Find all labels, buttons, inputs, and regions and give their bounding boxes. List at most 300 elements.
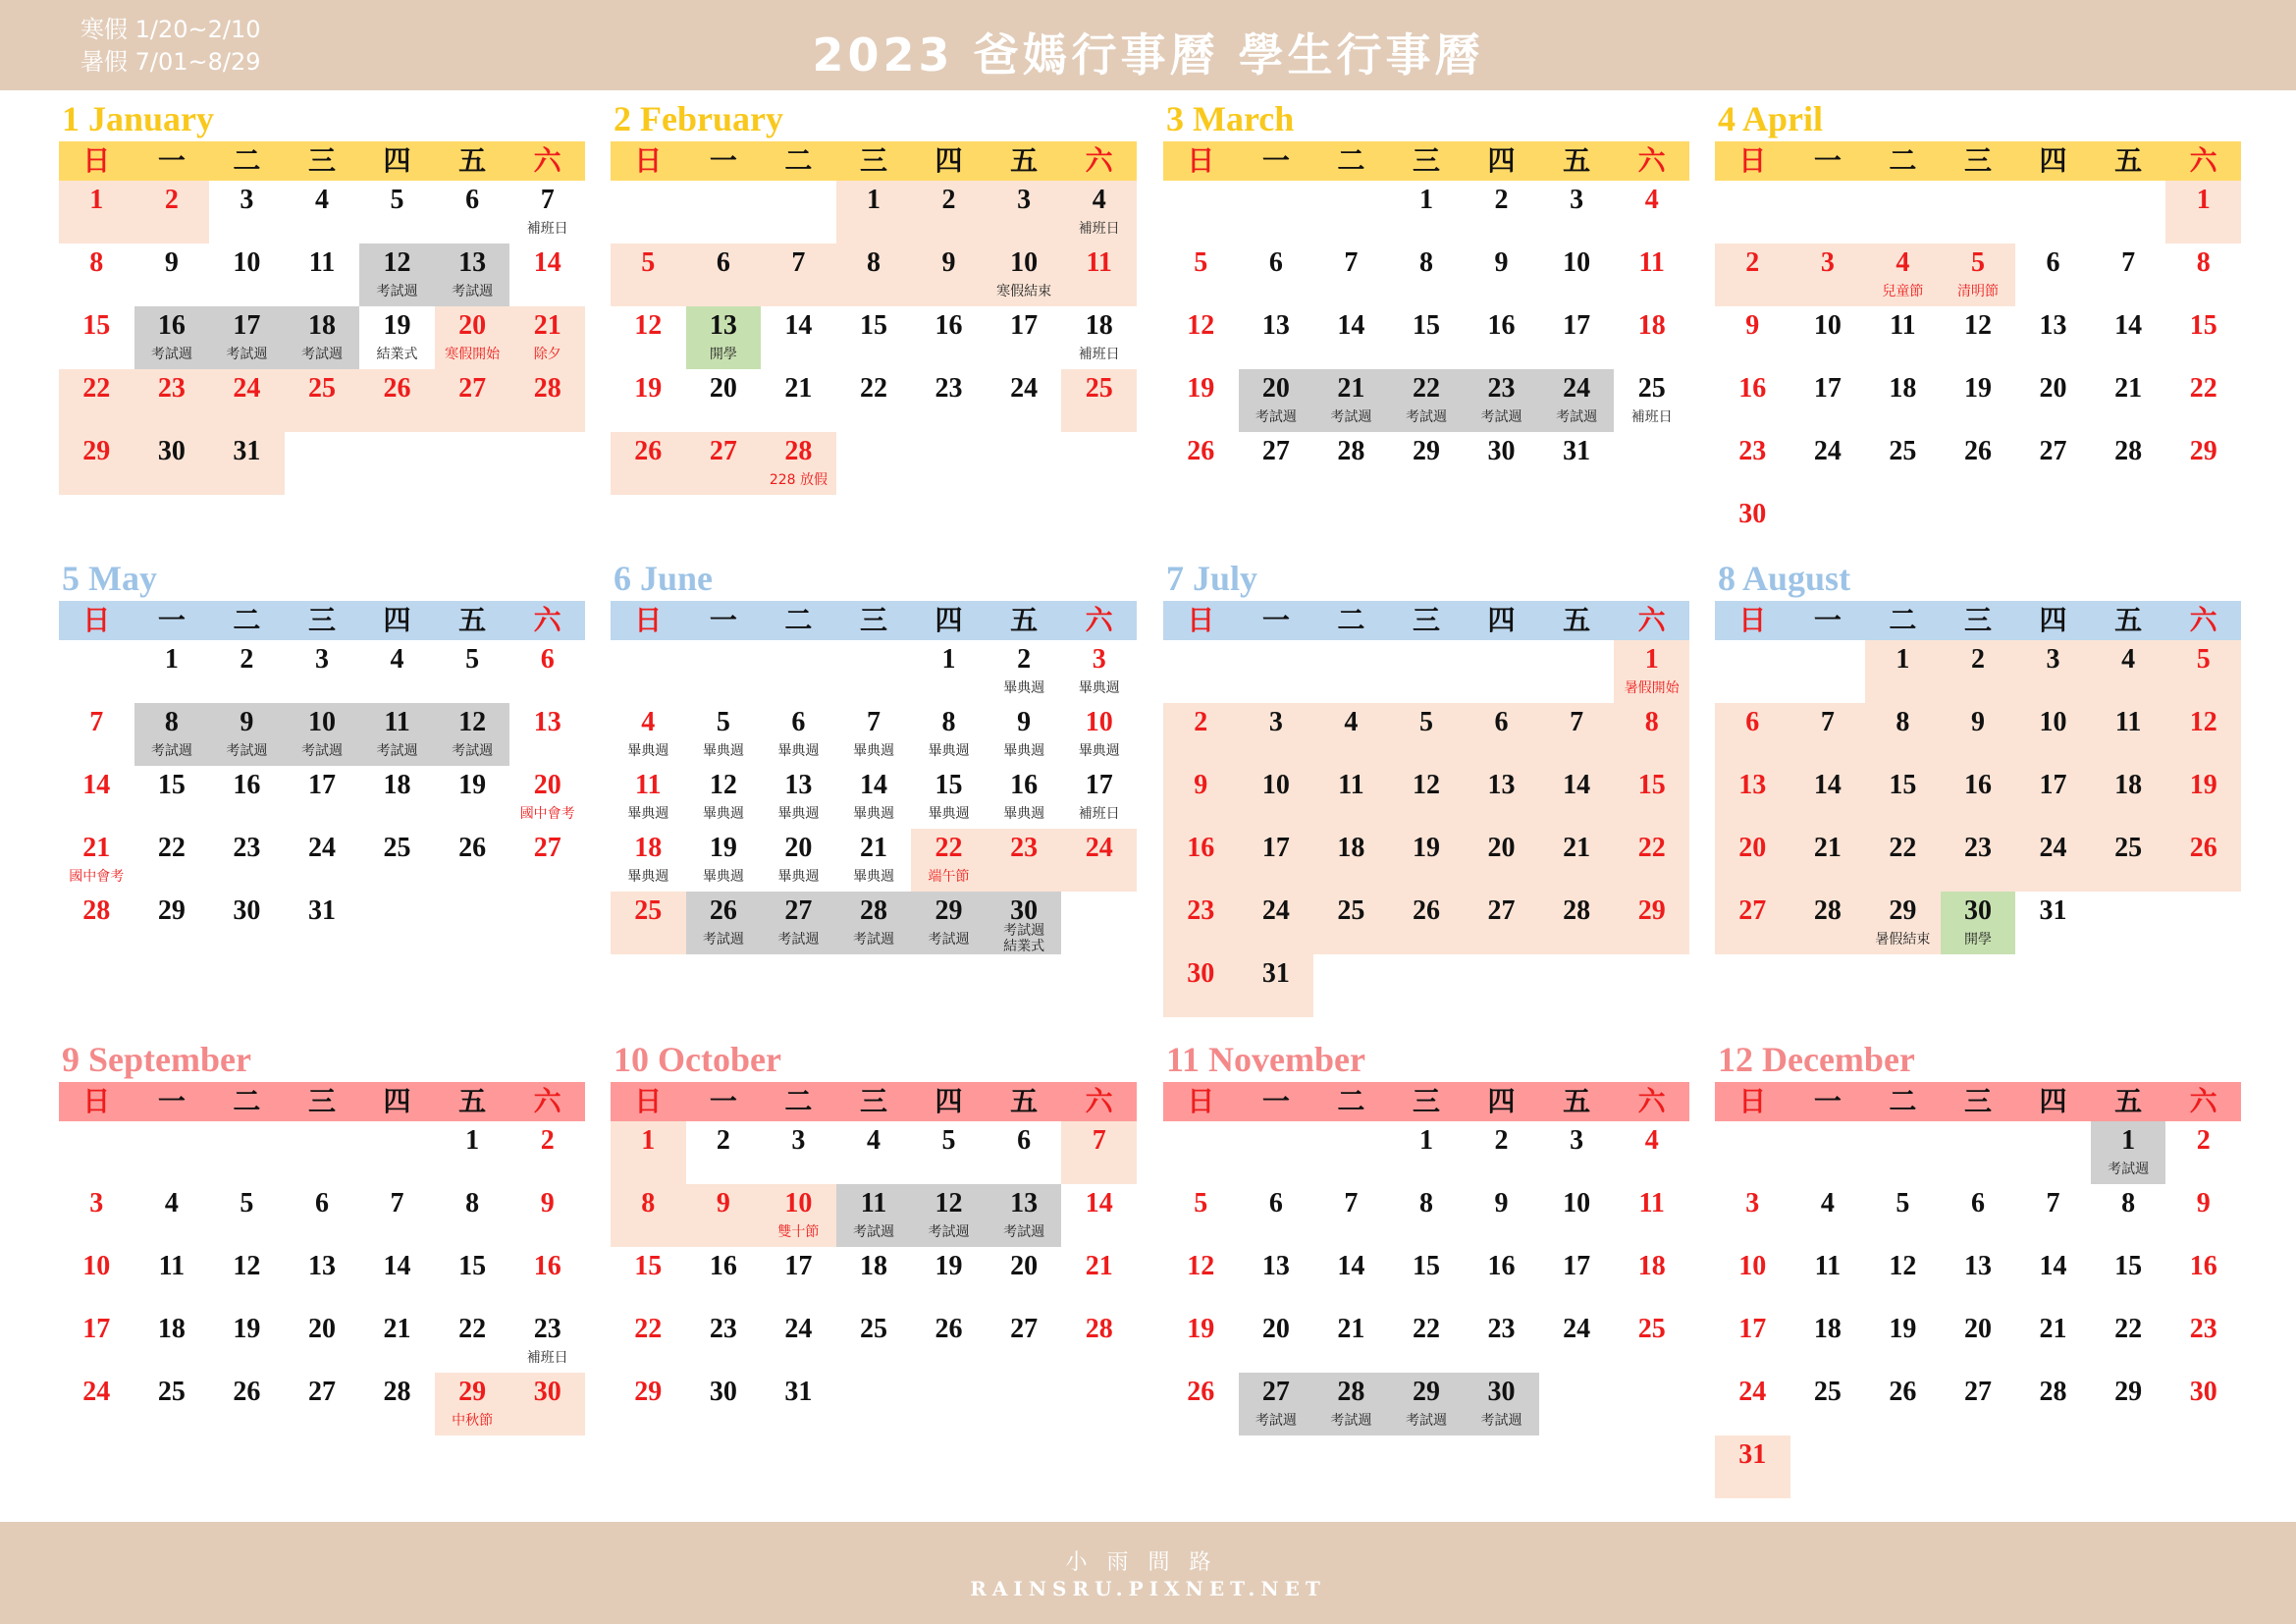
day-number: 13	[1261, 1251, 1290, 1281]
day-cell	[435, 703, 510, 766]
day-cell	[359, 369, 435, 432]
day-number: 7	[540, 185, 555, 215]
day-number: 21	[1337, 373, 1365, 404]
day-number: 11	[635, 770, 662, 800]
day-number: 16	[1010, 770, 1039, 800]
day-number: 18	[1637, 1251, 1666, 1281]
day-cell	[761, 829, 836, 892]
day-cell	[1614, 766, 1689, 829]
day-number: 21	[1085, 1251, 1113, 1281]
day-number: 22	[82, 373, 111, 404]
day-number: 10	[2039, 707, 2067, 737]
day-cell	[2165, 306, 2241, 369]
day-number: 2	[1194, 707, 1208, 737]
day-number: 22	[934, 833, 963, 863]
day-number: 2	[941, 185, 956, 215]
day-cell	[1464, 703, 1539, 766]
day-cell	[59, 766, 134, 829]
day-number: 20	[1487, 833, 1516, 863]
day-number: 17	[82, 1314, 111, 1344]
day-cell	[2165, 703, 2241, 766]
weekday-label: 六	[1637, 144, 1666, 177]
day-number: 3	[1268, 707, 1283, 737]
day-number: 2	[1494, 1125, 1509, 1156]
day-cell	[1061, 1121, 1137, 1184]
day-number: 1	[866, 185, 881, 215]
day-number: 26	[1889, 1377, 1917, 1407]
day-number: 10	[1813, 310, 1842, 341]
day-number: 8	[89, 247, 104, 278]
weekday-header	[611, 141, 1137, 181]
day-cell	[836, 1247, 912, 1310]
day-cell	[134, 181, 210, 244]
day-cell	[285, 1310, 360, 1373]
day-cell	[2015, 766, 2091, 829]
day-number: 27	[1738, 895, 1767, 926]
day-cell	[1941, 892, 2016, 954]
day-number: 28	[383, 1377, 411, 1407]
day-number: 4	[2121, 644, 2136, 675]
day-number: 26	[1412, 895, 1440, 926]
day-cell	[686, 1247, 762, 1310]
day-number: 23	[2189, 1314, 2217, 1344]
day-number: 21	[784, 373, 813, 404]
day-number: 10	[1261, 770, 1290, 800]
day-cell	[1061, 1184, 1137, 1247]
day-number: 15	[458, 1251, 487, 1281]
day-cell	[2015, 1373, 2091, 1435]
day-cell	[1313, 703, 1389, 766]
day-number: 6	[716, 247, 730, 278]
day-number: 28	[2114, 436, 2143, 466]
day-cell	[1790, 369, 1866, 432]
day-number: 20	[709, 373, 737, 404]
day-cell	[1790, 892, 1866, 954]
weekday-label: 四	[383, 144, 411, 177]
day-cell	[1464, 1310, 1539, 1373]
day-number: 9	[1017, 707, 1032, 737]
day-cell	[435, 766, 510, 829]
weekday-label: 六	[1085, 1085, 1113, 1117]
day-number: 24	[1085, 833, 1113, 863]
day-cell	[209, 1247, 285, 1310]
day-cell	[836, 1121, 912, 1184]
day-cell	[2015, 1310, 2091, 1373]
day-number: 26	[233, 1377, 261, 1407]
weekday-label: 日	[634, 604, 663, 636]
day-number: 30	[1487, 1377, 1516, 1407]
day-number: 2	[1970, 644, 1985, 675]
day-number: 15	[634, 1251, 663, 1281]
day-number: 21	[1337, 1314, 1365, 1344]
page-title: 2023 爸媽行事曆 學生行事曆	[812, 28, 1484, 81]
day-number: 13	[1261, 310, 1290, 341]
day-cell	[761, 432, 836, 495]
day-number: 27	[709, 436, 737, 466]
day-cell	[836, 369, 912, 432]
day-cell	[1061, 1247, 1137, 1310]
day-note: 考試週	[1255, 409, 1297, 425]
day-number: 4	[390, 644, 404, 675]
day-number: 26	[1187, 436, 1215, 466]
day-cell	[836, 766, 912, 829]
day-number: 24	[2039, 833, 2067, 863]
day-number: 15	[859, 310, 887, 341]
day-cell	[1061, 640, 1137, 703]
day-cell	[1313, 1373, 1389, 1435]
weekday-label: 二	[784, 144, 813, 177]
day-cell	[1163, 703, 1239, 766]
day-number: 22	[157, 833, 186, 863]
day-number: 9	[1745, 310, 1760, 341]
day-cell	[509, 1310, 585, 1373]
day-cell	[209, 244, 285, 306]
day-number: 29	[2114, 1377, 2143, 1407]
day-number: 17	[233, 310, 261, 341]
day-number: 1	[89, 185, 104, 215]
weekday-label: 四	[1487, 604, 1516, 636]
day-number: 31	[233, 436, 261, 466]
day-cell	[2091, 703, 2166, 766]
day-number: 19	[634, 373, 663, 404]
day-cell	[1790, 244, 1866, 306]
day-note: 考試週	[1255, 1413, 1297, 1429]
day-number: 18	[1889, 373, 1917, 404]
day-note: 畢典週	[777, 869, 820, 885]
day-cell	[1715, 495, 1790, 558]
day-number: 30	[533, 1377, 561, 1407]
day-cell	[1941, 432, 2016, 495]
weekday-label: 四	[383, 1085, 411, 1117]
day-cell	[2091, 1373, 2166, 1435]
month-title: 6 June	[614, 559, 714, 598]
day-number: 18	[307, 310, 336, 341]
day-number: 10	[1563, 247, 1591, 278]
weekday-label: 五	[458, 144, 487, 177]
day-cell	[836, 1184, 912, 1247]
day-number: 26	[383, 373, 411, 404]
day-cell	[509, 766, 585, 829]
day-number: 28	[1337, 1377, 1365, 1407]
day-number: 26	[634, 436, 663, 466]
weekday-label: 六	[533, 144, 561, 177]
month-title: 5 May	[62, 559, 157, 598]
day-number: 10	[82, 1251, 111, 1281]
day-cell	[1614, 703, 1689, 766]
day-cell	[59, 829, 134, 892]
day-cell	[1614, 1310, 1689, 1373]
day-cell	[134, 829, 210, 892]
day-note: 考試週	[300, 743, 343, 759]
day-number: 23	[934, 373, 963, 404]
month-title: 9 September	[62, 1040, 251, 1079]
day-number: 4	[641, 707, 656, 737]
day-number: 5	[1418, 707, 1433, 737]
day-cell	[987, 181, 1062, 244]
day-cell	[911, 829, 987, 892]
day-cell	[1389, 703, 1465, 766]
day-number: 24	[233, 373, 261, 404]
day-cell	[686, 1121, 762, 1184]
day-number: 16	[157, 310, 186, 341]
day-cell	[1061, 703, 1137, 766]
day-number: 11	[1638, 1188, 1665, 1218]
day-cell	[209, 1373, 285, 1435]
weekday-label: 三	[307, 144, 336, 177]
day-number: 3	[1017, 185, 1032, 215]
day-note: 畢典週	[852, 743, 894, 759]
day-cell	[911, 766, 987, 829]
day-cell	[611, 892, 686, 954]
day-number: 8	[941, 707, 956, 737]
day-number: 19	[709, 833, 737, 863]
day-number: 18	[157, 1314, 186, 1344]
day-cell	[911, 703, 987, 766]
day-number: 1	[1418, 185, 1433, 215]
day-number: 7	[390, 1188, 404, 1218]
day-cell	[1061, 244, 1137, 306]
day-cell	[134, 1310, 210, 1373]
day-cell	[911, 640, 987, 703]
day-cell	[1539, 181, 1615, 244]
weekday-label: 日	[1187, 144, 1215, 177]
winter-vacation-text: 寒假 1/20~2/10	[80, 16, 261, 43]
day-cell	[1941, 306, 2016, 369]
day-note: 考試週	[1330, 1413, 1372, 1429]
day-number: 6	[314, 1188, 329, 1218]
day-cell	[1865, 829, 1941, 892]
weekday-label: 一	[1813, 604, 1842, 636]
day-cell	[285, 181, 360, 244]
day-cell	[2091, 766, 2166, 829]
day-cell	[987, 829, 1062, 892]
day-cell	[2165, 181, 2241, 244]
day-number: 9	[2196, 1188, 2211, 1218]
day-cell	[209, 306, 285, 369]
day-cell	[2091, 244, 2166, 306]
day-cell	[509, 306, 585, 369]
day-note: 考試週	[150, 743, 192, 759]
day-number: 3	[1570, 1125, 1584, 1156]
day-cell	[1464, 1184, 1539, 1247]
day-cell	[285, 1184, 360, 1247]
day-cell	[2165, 244, 2241, 306]
day-cell	[285, 306, 360, 369]
day-number: 8	[2196, 247, 2211, 278]
day-number: 27	[784, 895, 813, 926]
day-cell	[611, 1121, 686, 1184]
day-number: 1	[1644, 644, 1659, 675]
day-number: 11	[1086, 247, 1112, 278]
day-cell	[1313, 369, 1389, 432]
day-cell	[1464, 766, 1539, 829]
day-note: 畢典週	[777, 743, 820, 759]
day-number: 22	[2189, 373, 2217, 404]
day-number: 25	[157, 1377, 186, 1407]
day-number: 10	[1563, 1188, 1591, 1218]
day-cell	[2165, 1121, 2241, 1184]
weekday-label: 二	[784, 1085, 813, 1117]
day-note: 考試週	[1003, 1224, 1045, 1240]
day-cell	[1163, 369, 1239, 432]
day-number: 5	[465, 644, 480, 675]
weekday-label: 五	[2114, 1085, 2143, 1117]
day-note: 畢典週	[1003, 743, 1045, 759]
weekday-label: 二	[1889, 604, 1917, 636]
day-number: 13	[1963, 1251, 1992, 1281]
weekday-label: 六	[533, 1085, 561, 1117]
day-cell	[134, 766, 210, 829]
day-cell	[1865, 1310, 1941, 1373]
day-cell	[1865, 244, 1941, 306]
day-cell	[1614, 306, 1689, 369]
day-cell	[2091, 640, 2166, 703]
day-number: 5	[1194, 247, 1208, 278]
day-number: 12	[2189, 707, 2217, 737]
day-number: 14	[82, 770, 111, 800]
day-number: 18	[634, 833, 663, 863]
day-cell	[1539, 1121, 1615, 1184]
weekday-label: 三	[859, 604, 887, 636]
day-note: 畢典週	[1078, 680, 1120, 696]
day-number: 29	[1637, 895, 1666, 926]
day-cell	[1614, 369, 1689, 432]
day-note: 畢典週	[702, 806, 744, 822]
weekday-label: 日	[1738, 604, 1767, 636]
day-note: 考試週	[376, 743, 418, 759]
day-number: 27	[307, 1377, 336, 1407]
day-number: 9	[1494, 1188, 1509, 1218]
day-number: 20	[1261, 373, 1290, 404]
weekday-label: 五	[1563, 604, 1591, 636]
weekday-label: 二	[233, 144, 261, 177]
weekday-label: 三	[1963, 1085, 1992, 1117]
day-number: 20	[2039, 373, 2067, 404]
day-number: 6	[465, 185, 480, 215]
weekday-label: 日	[1187, 604, 1215, 636]
day-number: 28	[784, 436, 813, 466]
weekday-label: 四	[383, 604, 411, 636]
weekday-header	[611, 1082, 1137, 1121]
day-number: 5	[641, 247, 656, 278]
day-cell	[1539, 1184, 1615, 1247]
day-cell	[611, 306, 686, 369]
day-cell	[1239, 954, 1314, 1017]
day-number: 10	[1738, 1251, 1767, 1281]
day-cell	[836, 306, 912, 369]
day-cell	[2165, 640, 2241, 703]
day-number: 12	[1412, 770, 1440, 800]
day-number: 7	[89, 707, 104, 737]
day-cell	[285, 640, 360, 703]
day-note: 暑假開始	[1624, 680, 1680, 696]
day-cell	[59, 1247, 134, 1310]
day-cell	[59, 181, 134, 244]
day-cell	[1539, 432, 1615, 495]
day-number: 15	[934, 770, 963, 800]
day-cell	[1790, 1310, 1866, 1373]
day-cell	[435, 829, 510, 892]
weekday-label: 四	[2039, 144, 2067, 177]
day-cell	[1389, 1247, 1465, 1310]
day-number: 3	[240, 185, 254, 215]
day-number: 18	[1637, 310, 1666, 341]
day-cell	[1715, 1184, 1790, 1247]
day-cell	[1389, 1184, 1465, 1247]
weekday-label: 六	[533, 604, 561, 636]
day-number: 6	[1017, 1125, 1032, 1156]
day-note: 考試週	[928, 932, 970, 947]
day-cell	[1614, 1121, 1689, 1184]
day-cell	[1715, 829, 1790, 892]
day-cell	[987, 306, 1062, 369]
day-number: 30	[1963, 895, 1992, 926]
weekday-label: 五	[1010, 144, 1039, 177]
day-cell	[2015, 640, 2091, 703]
day-cell	[611, 369, 686, 432]
day-cell	[1061, 1310, 1137, 1373]
day-number: 2	[1017, 644, 1032, 675]
day-cell	[1865, 1373, 1941, 1435]
day-note: 補班日	[526, 221, 568, 237]
summer-vacation-text: 暑假 7/01~8/29	[80, 48, 261, 76]
day-cell	[509, 1184, 585, 1247]
day-cell	[435, 369, 510, 432]
weekday-label: 三	[859, 144, 887, 177]
day-cell	[134, 369, 210, 432]
day-number: 17	[1813, 373, 1842, 404]
day-number: 30	[233, 895, 261, 926]
day-cell	[435, 1373, 510, 1435]
day-number: 19	[2189, 770, 2217, 800]
day-number: 18	[859, 1251, 887, 1281]
day-number: 30	[709, 1377, 737, 1407]
day-number: 14	[859, 770, 887, 800]
weekday-label: 一	[709, 604, 737, 636]
day-cell	[59, 703, 134, 766]
day-cell	[1715, 1310, 1790, 1373]
day-number: 9	[1970, 707, 1985, 737]
day-number: 14	[1085, 1188, 1113, 1218]
day-note: 考試週	[1405, 1413, 1447, 1429]
day-number: 23	[1963, 833, 1992, 863]
day-cell	[911, 181, 987, 244]
day-cell	[1239, 1373, 1314, 1435]
weekday-label: 六	[2189, 604, 2217, 636]
day-number: 10	[1085, 707, 1113, 737]
day-number: 19	[383, 310, 411, 341]
day-cell	[1313, 432, 1389, 495]
day-cell	[1539, 892, 1615, 954]
day-cell	[509, 703, 585, 766]
day-number: 29	[934, 895, 963, 926]
day-note: 考試週	[777, 932, 820, 947]
day-number: 6	[1268, 1188, 1283, 1218]
day-cell	[134, 703, 210, 766]
day-number: 20	[784, 833, 813, 863]
day-cell	[285, 1373, 360, 1435]
day-cell	[1790, 432, 1866, 495]
day-cell	[1715, 892, 1790, 954]
day-cell	[359, 1373, 435, 1435]
day-cell	[1239, 369, 1314, 432]
day-cell	[1941, 766, 2016, 829]
day-cell	[209, 432, 285, 495]
weekday-label: 日	[634, 144, 663, 177]
day-note: 國中會考	[519, 806, 575, 822]
day-number: 19	[1412, 833, 1440, 863]
day-number: 10	[1010, 247, 1039, 278]
